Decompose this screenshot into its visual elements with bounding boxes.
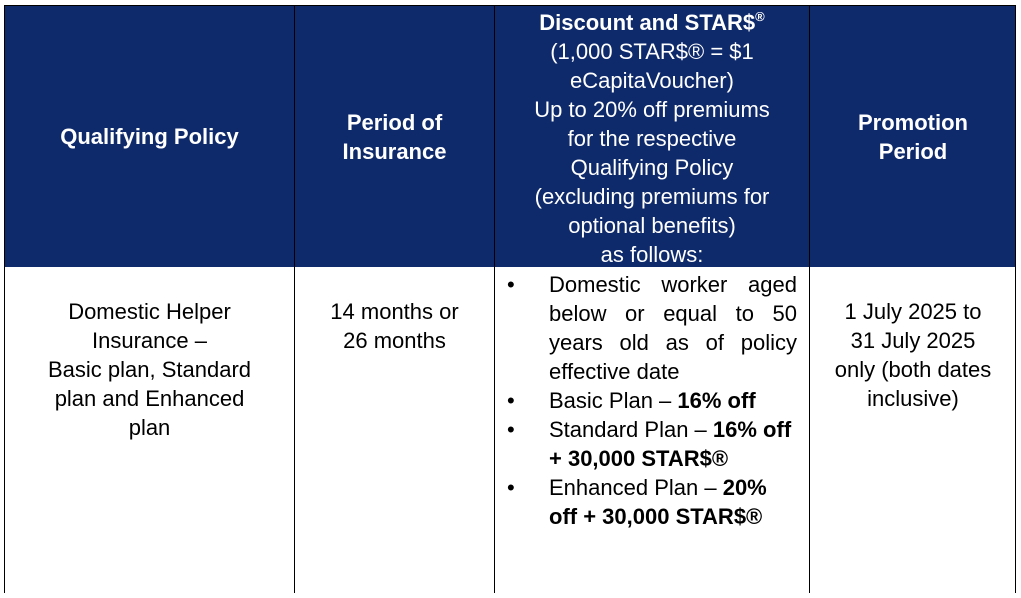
registered-mark: ® xyxy=(755,9,765,24)
cell-promotion-period xyxy=(810,267,1016,593)
header-discount-line: as follows: xyxy=(600,242,704,267)
list-item: • Domestic worker aged below or equal to 50 years old as of policy effective date xyxy=(507,272,797,384)
header-discount-line: (excluding premiums for xyxy=(534,184,770,209)
bullet-icon: • xyxy=(507,272,515,297)
policy-line: plan xyxy=(128,415,171,440)
list-item: • Basic Plan – 16% off xyxy=(507,388,756,413)
list-item: • Enhanced Plan – 20% off + 30,000 STAR$® xyxy=(507,475,767,529)
header-discount xyxy=(495,6,810,267)
policy-line: plan and Enhanced xyxy=(54,386,245,411)
header-discount-line: optional benefits) xyxy=(568,213,736,238)
period-line: 26 months xyxy=(343,328,446,353)
promotion-line: only (both dates xyxy=(834,357,992,382)
header-discount-line: eCapitaVoucher) xyxy=(570,68,734,93)
cell-policy xyxy=(5,267,295,593)
promotion-line: inclusive) xyxy=(867,386,959,411)
header-discount-line: Up to 20% off premiums xyxy=(534,97,770,122)
promotion-line: 1 July 2025 to xyxy=(844,299,982,324)
policy-line: Basic plan, Standard xyxy=(47,357,252,382)
policy-line: Insurance – xyxy=(92,328,207,353)
header-discount-line: (1,000 STAR$® = $1 xyxy=(550,39,754,64)
header-promotion-line2: Period xyxy=(878,138,948,164)
header-period-line1: Period of xyxy=(346,109,443,135)
header-promotion-period xyxy=(810,6,1016,267)
bullet-icon: • xyxy=(507,388,515,413)
header-qualifying-policy-text: Qualifying Policy xyxy=(60,124,239,149)
header-discount-title: Discount and STAR$® xyxy=(539,9,765,35)
header-discount-line: for the respective xyxy=(567,126,737,151)
header-discount-line: Qualifying Policy xyxy=(570,155,734,180)
bullet-icon: • xyxy=(507,417,515,442)
header-promotion-line1: Promotion xyxy=(858,109,968,135)
bullet-icon: • xyxy=(507,475,515,500)
discount-list xyxy=(505,270,797,531)
header-qualifying-policy xyxy=(5,6,295,267)
header-period-of-insurance xyxy=(295,6,495,267)
period-line: 14 months or xyxy=(330,299,459,324)
promotion-line: 31 July 2025 xyxy=(850,328,976,353)
list-item: • Standard Plan – 16% off + 30,000 STAR$® xyxy=(507,417,792,471)
policy-line: Domestic Helper xyxy=(68,299,231,324)
cell-discount xyxy=(495,267,810,593)
promotion-table xyxy=(4,5,1016,593)
header-row xyxy=(5,6,1015,267)
cell-period xyxy=(295,267,495,593)
header-period-line2: Insurance xyxy=(342,138,447,164)
table-row xyxy=(5,267,1015,593)
